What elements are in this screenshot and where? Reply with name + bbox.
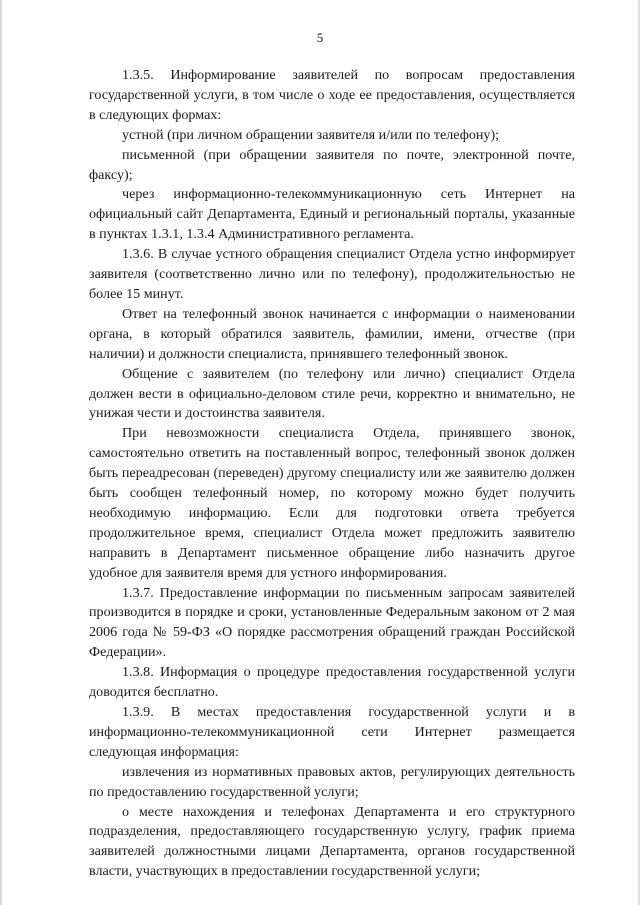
- list-item-extracts: извлечения из нормативных правовых актов, регулирующих деятельность по предоставлению государственной услуги;: [89, 763, 575, 800]
- paragraph-1-3-9: 1.3.9. В местах предоставления государственной услуги и в информационно-телекоммуникационной сети Интернет размещается следующая информация:: [89, 704, 575, 760]
- list-item-written: письменной (при обращении заявителя по почте, электронной почте, факсу);: [89, 146, 575, 183]
- paragraph-1-3-5: 1.3.5. Информирование заявителей по вопросам предоставления государственной услуги, в том числе о ходе ее предоставления, осуществляется в следующих формах:: [89, 67, 575, 123]
- paragraph-1-3-6: 1.3.6. В случае устного обращения специалист Отдела устно информирует заявителя (соответственно лично или по телефону), продолжительностью не более 15 минут.: [89, 246, 575, 302]
- page-number: 5: [316, 30, 324, 45]
- scan-edge-left: [0, 0, 2, 905]
- list-item-location: о месте нахождения и телефонах Департамента и его структурного подразделения, предоставляющего государственную услугу, график приема заявителей должностными лицами Департамента, органов государственной власти, участвующих в предоставлении государственной услуги;: [89, 803, 575, 880]
- paragraph-communication-style: Общение с заявителем (по телефону или лично) специалист Отдела должен вести в официально-деловом стиле речи, корректно и внимательно, не унижая чести и достоинства заявителя.: [89, 365, 575, 422]
- paragraph-1-3-7: 1.3.7. Предоставление информации по письменным запросам заявителей производится в порядке и сроки, установленные Федеральным законом от 2 мая 2006 года № 59-ФЗ «О порядке рассмотрения обращений граждан Российской Федерации».: [89, 584, 575, 661]
- list-item-internet: через информационно-телекоммуникационную сеть Интернет на официальный сайт Департамента, Единый и региональный порталы, указанные в пунктах 1.3.1, 1.3.4 Административного регламента.: [89, 186, 575, 243]
- document-body: [89, 66, 575, 882]
- list-item-oral: устной (при личном обращении заявителя и/или по телефону);: [122, 126, 500, 143]
- paragraph-1-3-8: 1.3.8. Информация о процедуре предоставления государственной услуги доводится бесплатно.: [89, 664, 575, 701]
- paragraph-redirect: При невозможности специалиста Отдела, принявшего звонок, самостоятельно ответить на поставленный вопрос, телефонный звонок должен быть переадресован (переведен) другому специалисту или же заявителю должен быть сообщен телефонный номер, по которому можно будет получить необходимую информацию. Если для подготовки ответа требуется продолжительное время, специалист Отдела может предложить заявителю направить в Департамент письменное обращение либо назначить другое удобное для заявителя время для устного информирования.: [89, 425, 575, 581]
- paragraph-phone-answer: Ответ на телефонный звонок начинается с информации о наименовании органа, в который обратился заявитель, фамилии, имени, отчестве (при наличии) и должности специалиста, принявшего телефонный звонок.: [89, 305, 575, 362]
